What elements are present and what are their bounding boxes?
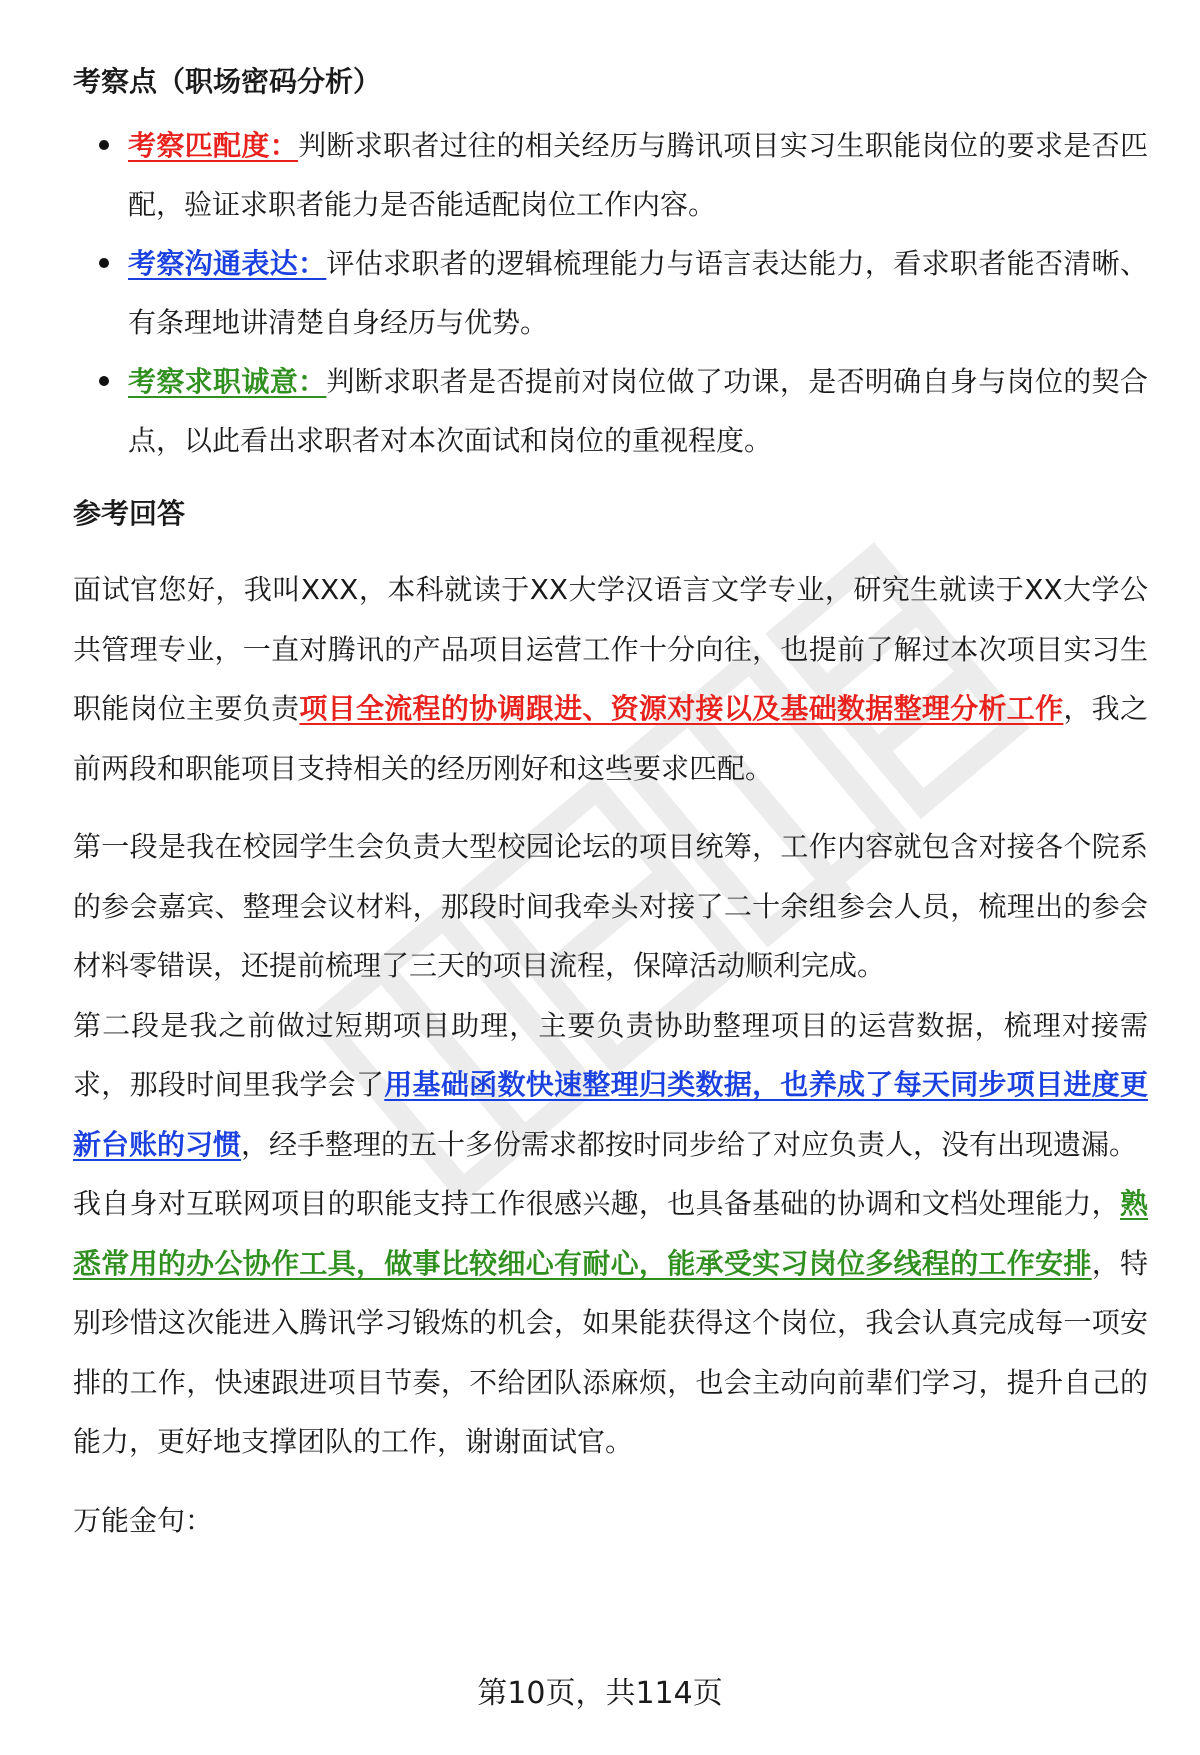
bullet-icon — [99, 376, 109, 386]
second-highlight: 用基础函数快速整理归类数据，也养成了每天同步项目进度更新台账的习惯 — [73, 1068, 1148, 1161]
points-list — [73, 116, 1148, 470]
closing-text-before: 我自身对互联网项目的职能支持工作很感兴趣，也具备基础的协调和文档处理能力， — [73, 1187, 1120, 1220]
answer-paragraph-closing — [73, 1174, 1148, 1472]
list-item — [73, 116, 1148, 234]
intro-text-before: 面试官您好，我叫XXX，本科就读于XX大学汉语言文学专业，研究生就读于XX大学公共管理专业，一直对腾讯的产品项目运营工作十分向往，也提前了解过本次项目实习生职能岗位主要负责 — [73, 573, 1148, 725]
section-title-answer: 参考回答 — [73, 497, 186, 530]
list-item — [73, 234, 1148, 352]
intro-text-after: ，我之前两段和职能项目支持相关的经历刚好和这些要求匹配。 — [73, 692, 1148, 785]
closing-text-after: ，特别珍惜这次能进入腾讯学习锻炼的机会，如果能获得这个岗位，我会认真完成每一项安排的工作，快速跟进项目节奏，不给团队添麻烦，也会主动向前辈们学习，提升自己的能力，更好地支撑团队的工作，谢谢面试官。 — [73, 1246, 1148, 1458]
second-text-before: 第二段是我之前做过短期项目助理，主要负责协助整理项目的运营数据，梳理对接需求，那段时间里我学会了 — [73, 1008, 1148, 1101]
point-label-match: 考察匹配度： — [128, 129, 299, 162]
point-text-communication: 评估求职者的逻辑梳理能力与语言表达能力，看求职者能否清晰、有条理地讲清楚自身经历与优势。 — [128, 247, 1148, 339]
second-text-after: ，经手整理的五十多份需求都按时同步给了对应负责人，没有出现遗漏。 — [241, 1127, 1138, 1161]
universal-phrases-label: 万能金句： — [73, 1503, 214, 1537]
point-label-communication: 考察沟通表达： — [128, 247, 327, 280]
section-title-points: 考察点（职场密码分析） — [73, 65, 382, 98]
answer-paragraph-intro — [73, 560, 1148, 798]
closing-highlight: 熟悉常用的办公协作工具，做事比较细心有耐心，能承受实习岗位多线程的工作安排 — [73, 1187, 1148, 1280]
list-item — [73, 352, 1148, 470]
point-text-sincerity: 判断求职者是否提前对岗位做了功课，是否明确自身与岗位的契合点，以此看出求职者对本次面试和岗位的重视程度。 — [128, 365, 1148, 457]
document-content — [73, 52, 1148, 1550]
intro-highlight: 项目全流程的协调跟进、资源对接以及基础数据整理分析工作 — [299, 692, 1064, 725]
point-text-match: 判断求职者过往的相关经历与腾讯项目实习生职能岗位的要求是否匹配，验证求职者能力是否能适配岗位工作内容。 — [128, 129, 1148, 221]
answer-paragraph-second-experience — [73, 996, 1148, 1175]
bullet-icon — [99, 140, 109, 150]
answer-paragraph-first-experience: 第一段是我在校园学生会负责大型校园论坛的项目统筹，工作内容就包含对接各个院系的参会嘉宾、整理会议材料，那段时间我牵头对接了二十余组参会人员，梳理出的参会材料零错误，还提前梳理了三天的项目流程，保障活动顺利完成。 — [73, 830, 1148, 982]
bullet-icon — [99, 258, 109, 268]
point-label-sincerity: 考察求职诚意： — [128, 365, 327, 398]
page-indicator: 第10页，共114页 — [477, 1676, 723, 1711]
